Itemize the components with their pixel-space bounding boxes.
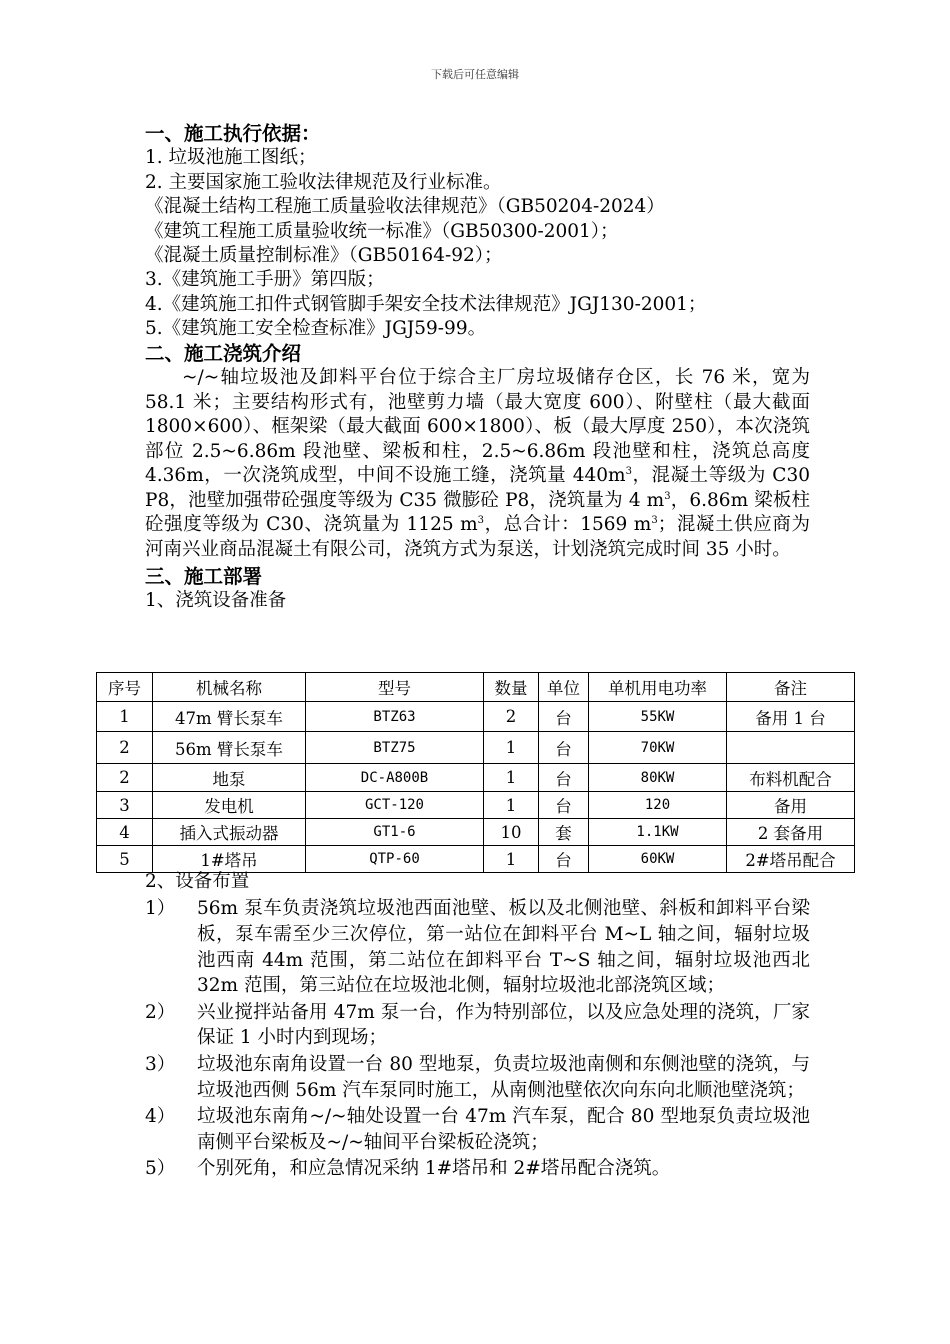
list-text: 个别死角，和应急情况采纳 1#塔吊和 2#塔吊配合浇筑。 — [197, 1158, 671, 1180]
basis-line: 《混凝土质量控制标准》（GB50164-92）； — [145, 244, 503, 266]
table-row — [97, 819, 855, 846]
table-cell: BTZ63 — [306, 702, 484, 732]
table-cell: 55KW — [589, 702, 727, 732]
basis-line: 2. 主要国家施工验收法律规范及行业标准。 — [145, 171, 502, 193]
project-description — [145, 366, 810, 563]
list-item — [145, 1156, 810, 1182]
table-cell: 1.1KW — [589, 819, 727, 846]
table-cell: GCT-120 — [306, 792, 484, 819]
table-cell: QTP-60 — [306, 846, 484, 873]
table-cell: 2 套备用 — [727, 819, 855, 846]
list-item — [145, 896, 810, 998]
equipment-subtitle: 1、浇筑设备准备 — [145, 590, 287, 612]
layout-subtitle: 2、设备布置 — [145, 871, 250, 892]
desc-part: ~/~轴垃圾池及卸料平台位于综合主厂房垃圾储存仓区，长 76 米，宽为 58.1 米；主要结构形式有，池壁剪力墙（最大宽度 600）、附壁柱（最大截面 1800×600）、框架梁（最大截面 600×1800）、板（最大厚度 250），本次浇筑部位 2.5~6.86m 段池壁、梁板和柱，2.5~6.86m 段池壁和柱，浇筑总高度 4.36m，一次浇筑成型，中间不设施工缝，浇筑量 440m — [145, 366, 810, 487]
desc-part: ，混凝土等级为 C30 P8，池壁加强带砼强度等级为 C35 微膨砼 P8，浇筑量为 4 m — [145, 465, 810, 511]
table-cell: 1#塔吊 — [153, 846, 306, 873]
list-number: 4） — [145, 1106, 176, 1128]
list-item — [145, 1000, 810, 1051]
table-cell: 56m 臂长泵车 — [153, 732, 306, 764]
table-cell: 120 — [589, 792, 727, 819]
basis-line: 5.《建筑施工安全检查标准》JGJ59-99。 — [145, 318, 487, 340]
table-cell: 70KW — [589, 732, 727, 764]
list-number: 1） — [145, 898, 176, 920]
table-cell: 4 — [97, 819, 153, 846]
list-number: 5） — [145, 1158, 176, 1180]
table-cell: BTZ75 — [306, 732, 484, 764]
table-row — [97, 764, 855, 792]
superscript: 3 — [651, 515, 658, 527]
table-cell: 1 — [484, 732, 539, 764]
table-cell: 2 — [484, 702, 539, 732]
list-number: 3） — [145, 1053, 176, 1075]
table-cell: 备用 — [727, 792, 855, 819]
list-text: 垃圾池东南角设置一台 80 型地泵，负责垃圾池南侧和东侧池壁的浇筑，与垃圾池西侧 56m 汽车泵同时施工，从南侧池壁依次向东向北顺池壁浇筑； — [197, 1053, 810, 1101]
table-row — [97, 732, 855, 764]
table-cell: 台 — [539, 846, 589, 873]
desc-part: ；混凝土供应商为河南兴业商品混凝土有限公司，浇筑方式为泵送，计划浇筑完成时间 35 小时。 — [145, 514, 810, 561]
table-cell: 60KW — [589, 846, 727, 873]
list-number: 2） — [145, 1001, 176, 1023]
table-cell: 台 — [539, 702, 589, 732]
table-cell: 2 — [97, 764, 153, 792]
col-header: 单位 — [539, 673, 589, 702]
table-cell: 1 — [484, 764, 539, 792]
superscript: 3 — [477, 515, 485, 527]
document-body — [145, 122, 810, 613]
table-cell: 2#塔吊配合 — [727, 846, 855, 873]
table-cell: 10 — [484, 819, 539, 846]
equipment-table — [96, 672, 855, 873]
col-header: 单机用电功率 — [589, 673, 727, 702]
table-cell: 1 — [484, 792, 539, 819]
table-cell: 47m 臂长泵车 — [153, 702, 306, 732]
col-header: 机械名称 — [153, 673, 306, 702]
table-cell: 1 — [484, 846, 539, 873]
layout-section — [145, 870, 810, 1183]
table-row — [97, 792, 855, 819]
table-cell: 插入式振动器 — [153, 819, 306, 846]
table-row — [97, 846, 855, 873]
table-cell: 地泵 — [153, 764, 306, 792]
basis-line: 3.《建筑施工手册》第四版； — [145, 269, 385, 291]
table-cell: GT1-6 — [306, 819, 484, 846]
basis-line: 《建筑工程施工质量验收统一标准》（GB50300-2001）； — [145, 220, 619, 242]
list-text: 兴业搅拌站备用 47m 泵一台，作为特别部位，以及应急处理的浇筑，厂家保证 1 小时内到现场； — [197, 1001, 810, 1049]
table-cell: 5 — [97, 846, 153, 873]
list-text: 垃圾池东南角~/~轴处设置一台 47m 汽车泵，配合 80 型地泵负责垃圾池南侧平台梁板及~/~轴间平台梁板砼浇筑； — [197, 1106, 810, 1153]
basis-line: 1. 垃圾池施工图纸； — [145, 147, 317, 169]
table-cell: 布料机配合 — [727, 764, 855, 792]
table-cell: 备用 1 台 — [727, 702, 855, 732]
table-cell: 台 — [539, 792, 589, 819]
list-item — [145, 1052, 810, 1103]
section3-title: 三、施工部署 — [145, 564, 263, 588]
col-header: 型号 — [306, 673, 484, 702]
desc-part: ，总合计：1569 m — [484, 514, 652, 536]
table-cell: 2 — [97, 732, 153, 764]
basis-line: 《混凝土结构工程施工质量验收法律规范》（GB50204-2024） — [145, 196, 665, 218]
basis-line: 4.《建筑施工扣件式钢管脚手架安全技术法律规范》JGJ130-2001； — [145, 293, 707, 315]
table-cell: 1 — [97, 702, 153, 732]
superscript: 3 — [664, 490, 671, 502]
table-cell: 台 — [539, 732, 589, 764]
table-cell: DC-A800B — [306, 764, 484, 792]
desc-part: ，6.86m 梁板柱砼强度等级为 C30、浇筑量为 1125 m — [145, 489, 810, 536]
table-cell — [727, 732, 855, 764]
section2-title: 二、施工浇筑介绍 — [145, 341, 302, 365]
table-cell: 套 — [539, 819, 589, 846]
list-item — [145, 1104, 810, 1155]
table-row — [97, 702, 855, 732]
table-header-row — [97, 673, 855, 702]
section1-title: 一、施工执行依据： — [145, 122, 321, 145]
table-cell: 3 — [97, 792, 153, 819]
table-cell: 80KW — [589, 764, 727, 792]
list-text: 56m 泵车负责浇筑垃圾池西面池壁、板以及北侧池壁、斜板和卸料平台梁板，泵车需至少三次停位，第一站位在卸料平台 M~L 轴之间，辐射垃圾池西南 44m 范围，第二站位在卸料平台 T~S 轴之间，辐射垃圾池西北 32m 范围，第三站位在垃圾池北侧，辐射垃圾池北部浇筑区域； — [197, 898, 810, 997]
col-header: 数量 — [484, 673, 539, 702]
table-cell: 台 — [539, 764, 589, 792]
superscript: 3 — [625, 466, 632, 478]
col-header: 备注 — [727, 673, 855, 702]
header-note: 下载后可任意编辑 — [431, 68, 519, 81]
col-header: 序号 — [97, 673, 153, 702]
table-cell: 发电机 — [153, 792, 306, 819]
